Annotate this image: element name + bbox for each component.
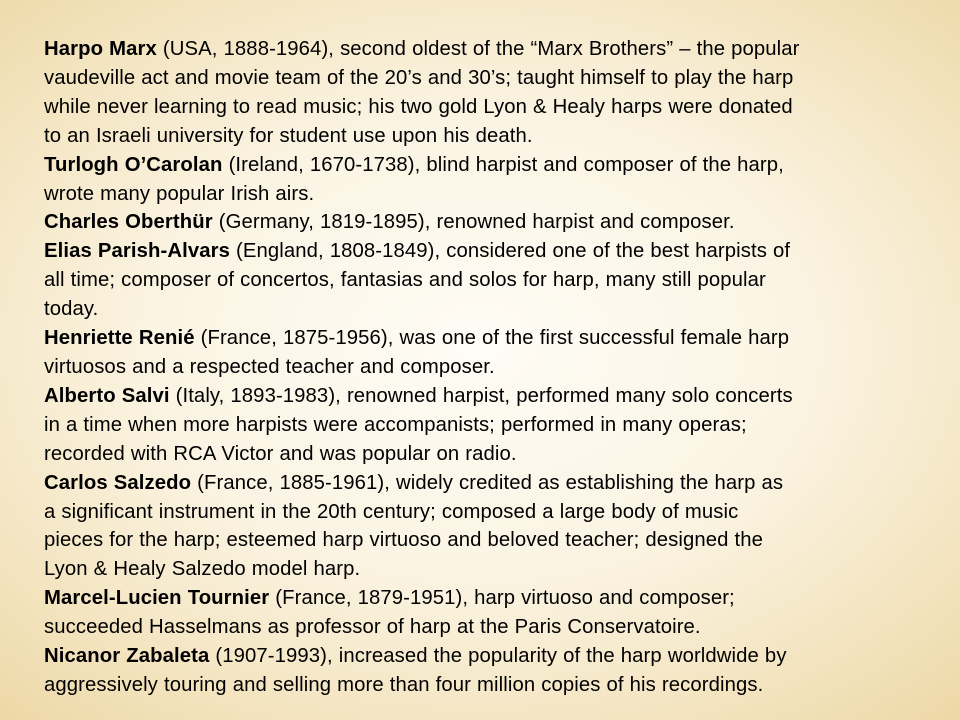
entry-name: Harpo Marx	[44, 38, 157, 60]
entry-alberto-salvi	[44, 382, 944, 469]
entry-nicanor-zabaleta	[44, 642, 944, 700]
entry-line: succeeded Hasselmans as professor of harp at the Paris Conservatoire.	[44, 616, 701, 639]
entry-line: recorded with RCA Victor and was popular on radio.	[44, 442, 517, 465]
entry-name: Alberto Salvi	[44, 384, 170, 407]
entry-line: aggressively touring and selling more than four million copies of his recordings.	[44, 673, 764, 696]
entry-carlos-salzedo	[44, 469, 944, 585]
entry-elias-parish-alvars	[44, 237, 944, 324]
entry-line: (1907-1993), increased the popularity of the harp worldwide by	[209, 645, 787, 668]
entry-line: pieces for the harp; esteemed harp virtuoso and beloved teacher; designed the	[44, 529, 764, 552]
entry-line: Lyon & Healy Salzedo model harp.	[44, 558, 361, 581]
entry-line: (Italy, 1893-1983), renowned harpist, performed many solo concerts	[169, 384, 793, 407]
entry-turlogh-ocarolan	[44, 151, 944, 209]
entry-line: wrote many popular Irish airs.	[44, 182, 315, 205]
entry-line: (USA, 1888-1964), second oldest of the “Marx Brothers” – the popular	[156, 38, 800, 60]
entry-name: Charles Oberthür	[44, 211, 213, 234]
entry-name: Marcel-Lucien Tournier	[44, 587, 270, 610]
entry-line: today.	[44, 298, 99, 321]
entry-line: vaudeville act and movie team of the 20’s and 30’s; taught himself to play the harp	[44, 66, 794, 89]
entry-line: while never learning to read music; his two gold Lyon & Healy harps were donated	[44, 95, 793, 118]
entry-line: a significant instrument in the 20th century; composed a large body of music	[44, 500, 739, 523]
entry-line: (Germany, 1819-1895), renowned harpist and composer.	[212, 211, 735, 234]
entry-henriette-renie	[44, 324, 944, 382]
entry-line: all time; composer of concertos, fantasias and solos for harp, many still popular	[44, 269, 766, 292]
entry-charles-oberthur	[44, 208, 944, 237]
entry-name: Elias Parish-Alvars	[44, 240, 230, 263]
entry-line: (England, 1808-1849), considered one of the best harpists of	[229, 240, 791, 263]
entry-name: Carlos Salzedo	[44, 471, 192, 494]
entry-name: Nicanor Zabaleta	[44, 645, 210, 668]
entry-line: (France, 1885-1961), widely credited as establishing the harp as	[191, 471, 784, 494]
entry-name: Turlogh O’Carolan	[44, 153, 223, 176]
entry-line: (France, 1875-1956), was one of the first successful female harp	[194, 327, 790, 350]
entry-harpo-marx	[44, 35, 944, 151]
entry-line: to an Israeli university for student use upon his death.	[44, 124, 533, 147]
harpist-list	[44, 35, 944, 700]
entry-name: Henriette Renié	[44, 327, 195, 350]
entry-line: in a time when more harpists were accompanists; performed in many operas;	[44, 413, 747, 436]
entry-line: (France, 1879-1951), harp virtuoso and composer;	[269, 587, 735, 610]
entry-line: (Ireland, 1670-1738), blind harpist and composer of the harp,	[222, 153, 784, 176]
entry-marcel-lucien-tournier	[44, 584, 944, 642]
entry-line: virtuosos and a respected teacher and composer.	[44, 355, 495, 378]
